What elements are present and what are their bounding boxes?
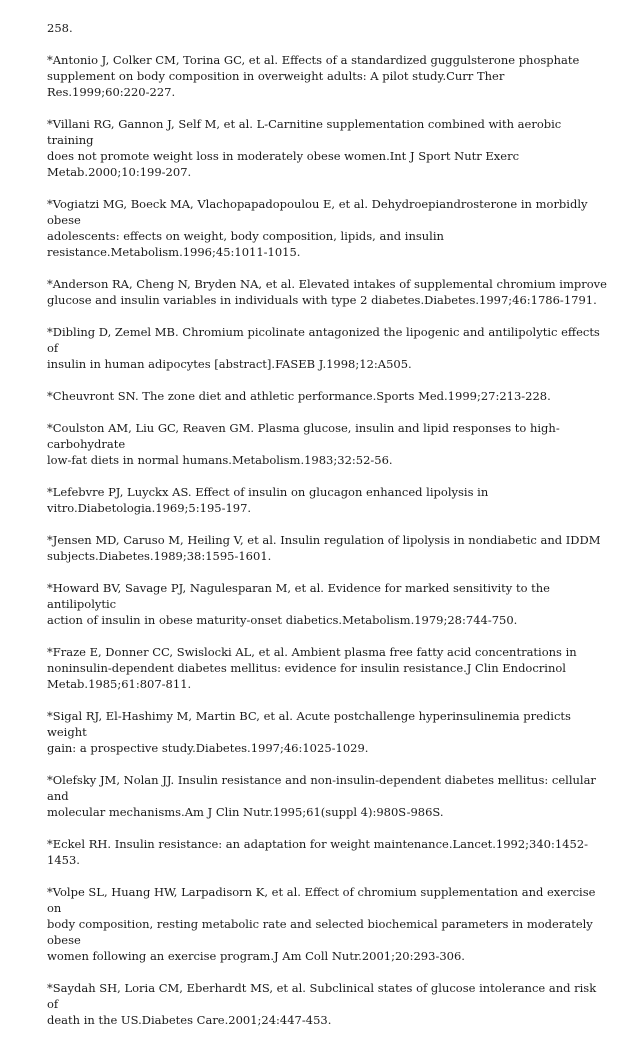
reference-entry: *Villani RG, Gannon J, Self M, et al. L-Carnitine supplementation combined with aerobic training does not promote weight loss in moderately obese women.Int J Sport Nutr Exerc Metab.2000;10:199-207. [47,117,562,179]
reference-entry: *Sigal RJ, El-Hashimy M, Martin BC, et al. Acute postchallenge hyperinsulinemia predicts weight gain: a prospective study.Diabetes.1997;46:1025-1029. [47,709,571,755]
reference-entry: *Fraze E, Donner CC, Swislocki AL, et al. Ambient plasma free fatty acid concentrations in noninsulin-dependent diabetes mellitus: evidence for insulin resistance.J Clin Endocrinol Metab.1985;61:807-811. [47,645,577,691]
reference-entry: *Anderson RA, Cheng N, Bryden NA, et al. Elevated intakes of supplemental chromium improve glucose and insulin variables in individuals with type 2 diabetes.Diabetes.1997;46:1786-1791. [47,277,607,307]
reference-entry: 258. [47,21,73,35]
reference-entry: *Olefsky JM, Nolan JJ. Insulin resistance and non-insulin-dependent diabetes mellitus: cellular and molecular mechanisms.Am J Clin Nutr.1995;61(suppl 4):980S-986S. [47,773,596,819]
reference-entry: *Dibling D, Zemel MB. Chromium picolinate antagonized the lipogenic and antilipolytic effects of insulin in human adipocytes [abstract].FASEB J.1998;12:A505. [47,325,600,371]
reference-entry: *Lefebvre PJ, Luyckx AS. Effect of insulin on glucagon enhanced lipolysis in vitro.Diabetologia.1969;5:195-197. [47,485,489,515]
reference-page [47,20,607,1044]
reference-entry: *Saydah SH, Loria CM, Eberhardt MS, et al. Subclinical states of glucose intolerance and risk of death in the US.Diabetes Care.2001;24:447-453. [47,981,597,1027]
reference-entry: *Eckel RH. Insulin resistance: an adaptation for weight maintenance.Lancet.1992;340:1452-1453. [47,837,589,867]
reference-entry: *Volpe SL, Huang HW, Larpadisorn K, et al. Effect of chromium supplementation and exercise on body composition, resting metabolic rate and selected biochemical parameters in moderately obese women following an exercise program.J Am Coll Nutr.2001;20:293-306. [47,885,596,963]
reference-entry: *Coulston AM, Liu GC, Reaven GM. Plasma glucose, insulin and lipid responses to high-carbohydrate low-fat diets in normal humans.Metabolism.1983;32:52-56. [47,421,560,467]
reference-entry: *Howard BV, Savage PJ, Nagulesparan M, et al. Evidence for marked sensitivity to the antilipolytic action of insulin in obese maturity-onset diabetics.Metabolism.1979;28:744-750. [47,581,550,627]
reference-entry: *Jensen MD, Caruso M, Heiling V, et al. Insulin regulation of lipolysis in nondiabetic and IDDM subjects.Diabetes.1989;38:1595-1601. [47,533,601,563]
reference-entry: *Vogiatzi MG, Boeck MA, Vlachopapadopoulou E, et al. Dehydroepiandrosterone in morbidly obese adolescents: effects on weight, body composition, lipids, and insulin resistance.Metabolism.1996;45:1011-1015. [47,197,588,259]
reference-entry: *Cheuvront SN. The zone diet and athletic performance.Sports Med.1999;27:213-228. [47,389,551,403]
reference-entry: *Antonio J, Colker CM, Torina GC, et al. Effects of a standardized guggulsterone phosphate supplement on body composition in overweight adults: A pilot study.Curr Ther Res.1999;60:220-227. [47,53,580,99]
